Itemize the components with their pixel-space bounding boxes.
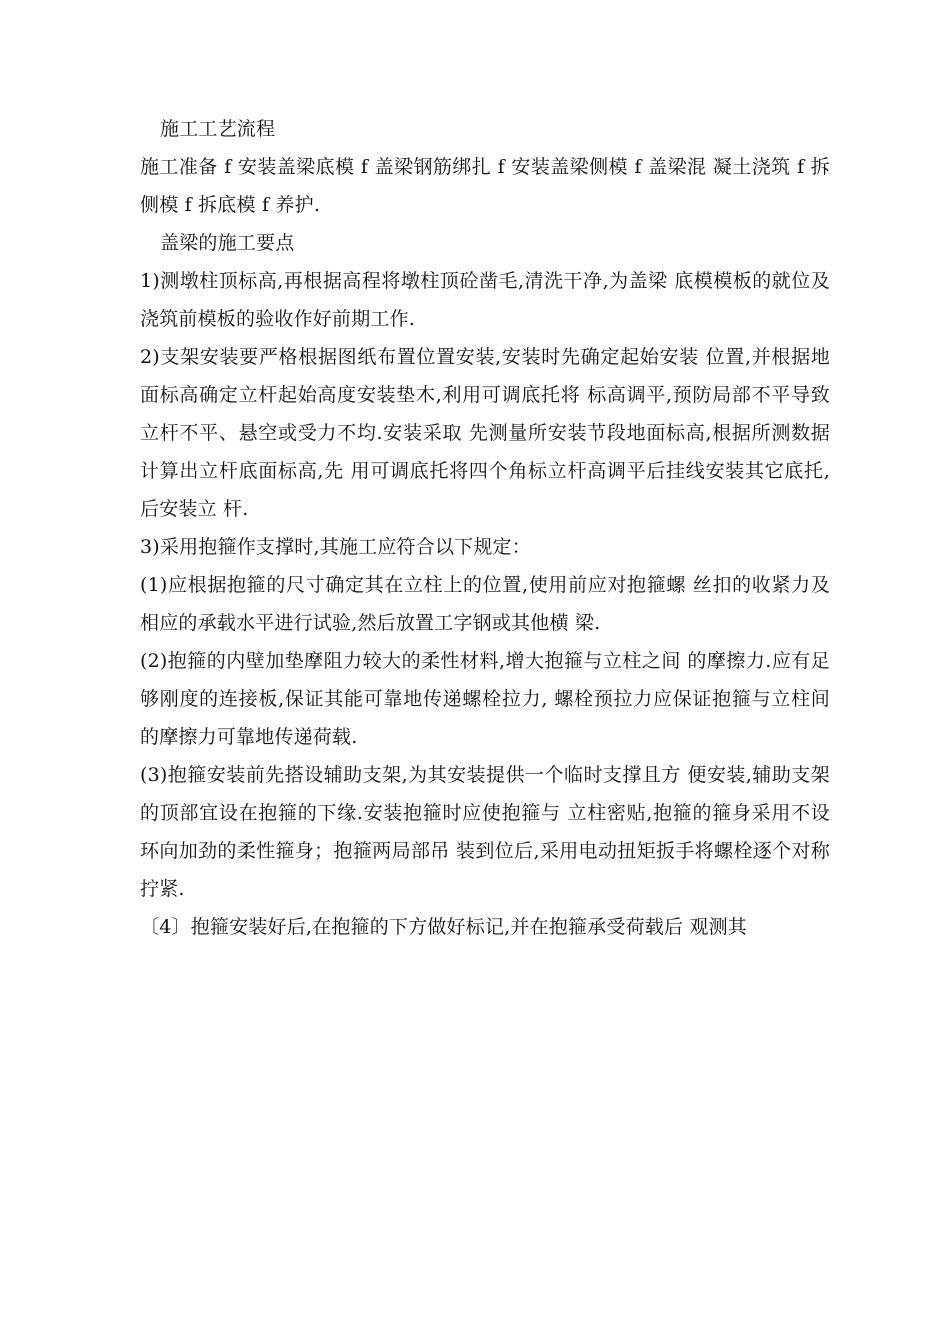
paragraph-point-3: 3)采用抱箍作支撑时,其施工应符合以下规定： [140,536,531,558]
paragraph-sub-4: 〔4〕抱箍安装好后,在抱箍的下方做好标记,并在抱箍承受荷载后 观测其 [140,916,748,938]
paragraph-sub-2: (2)抱箍的内壁加垫摩阻力较大的柔性材料,增大抱箍与立柱之间 的摩擦力.应有足够刚度的连接板,保证其能可靠地传递螺栓拉力, 螺栓预拉力应保证抱箍与立柱间的摩擦力可靠地传递荷载. [140,650,830,748]
paragraph-process-flow: 施工准备 f 安装盖梁底模 f 盖梁钢筋绑扎 f 安装盖梁侧模 f 盖梁混 凝土浇筑 f 拆侧模 f 拆底模 f 养护. [140,156,830,216]
heading-construction-process: 施工工艺流程 [160,118,276,140]
paragraph-sub-3: (3)抱箍安装前先搭设辅助支架,为其安装提供一个临时支撑且方 便安装,辅助支架的顶部宜设在抱箍的下缘.安装抱箍时应使抱箍与 立柱密贴,抱箍的箍身采用不设环向加劲的柔性箍身；抱箍两局部吊 装到位后,采用电动扭矩扳手将螺栓逐个对称拧紧. [140,764,830,900]
paragraph-point-1: 1)测墩柱顶标高,再根据高程将墩柱顶砼凿毛,清洗干净,为盖梁 底模模板的就位及浇筑前模板的验收作好前期工作. [140,270,830,330]
document-body [140,110,830,946]
paragraph-sub-1: (1)应根据抱箍的尺寸确定其在立柱上的位置,使用前应对抱箍螺 丝扣的收紧力及相应的承载水平进行试验,然后放置工字钢或其他横 梁. [140,574,830,634]
paragraph-point-2: 2)支架安装要严格根据图纸布置位置安装,安装时先确定起始安装 位置,并根据地面标高确定立杆起始高度安装垫木,利用可调底托将 标高调平,预防局部不平导致立杆不平、悬空或受力不均.安装采取 先测量所安装节段地面标高,根据所测数据计算出立杆底面标高,先 用可调底托将四个角标立杆高调平后挂线安装其它底托,后安装立 杆. [140,346,830,520]
heading-construction-points: 盖梁的施工要点 [160,232,295,254]
